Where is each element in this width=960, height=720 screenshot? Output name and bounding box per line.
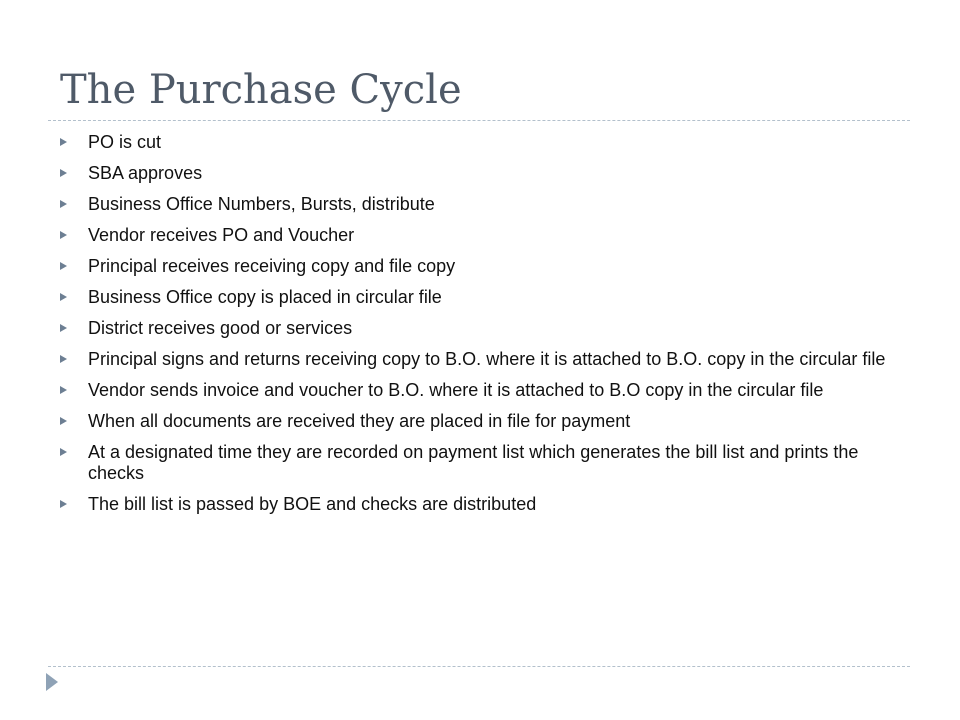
bullet-item [58, 318, 908, 339]
triangle-right-icon [60, 138, 67, 146]
bullet-item [58, 194, 908, 215]
slide-title: The Purchase Cycle [60, 67, 462, 113]
bullet-text: At a designated time they are recorded on payment list which generates the bill list and prints the checks [88, 442, 859, 483]
bullet-item [58, 163, 908, 184]
triangle-right-icon [60, 231, 67, 239]
triangle-right-icon [60, 355, 67, 363]
bullet-text: Vendor receives PO and Voucher [88, 225, 355, 245]
bullet-item [58, 494, 908, 515]
bullet-text: Principal signs and returns receiving copy to B.O. where it is attached to B.O. copy in the circular file [88, 349, 886, 369]
bullet-text: Business Office Numbers, Bursts, distribute [88, 194, 435, 214]
bullet-item [58, 380, 908, 401]
triangle-right-icon [60, 200, 67, 208]
bullet-text: PO is cut [88, 132, 162, 152]
bullet-item [58, 411, 908, 432]
bullet-item [58, 349, 908, 370]
bullet-list [58, 132, 908, 525]
triangle-right-icon [60, 448, 67, 456]
bullet-item [58, 225, 908, 246]
slide-marker-icon [46, 673, 58, 691]
triangle-right-icon [60, 262, 67, 270]
bullet-item [58, 132, 908, 153]
bullet-text: When all documents are received they are placed in file for payment [88, 411, 631, 431]
triangle-right-icon [60, 417, 67, 425]
bullet-text: Vendor sends invoice and voucher to B.O. where it is attached to B.O copy in the circular file [88, 380, 824, 400]
triangle-right-icon [60, 324, 67, 332]
triangle-right-icon [60, 293, 67, 301]
bullet-item [58, 442, 908, 484]
triangle-right-icon [60, 500, 67, 508]
bullet-text: Business Office copy is placed in circular file [88, 287, 442, 307]
bullet-item [58, 287, 908, 308]
bullet-text: The bill list is passed by BOE and checks are distributed [88, 494, 537, 514]
bullet-text: District receives good or services [88, 318, 353, 338]
footer-divider [48, 666, 910, 667]
bullet-text: Principal receives receiving copy and file copy [88, 256, 456, 276]
bullet-item [58, 256, 908, 277]
bullet-text: SBA approves [88, 163, 203, 183]
triangle-right-icon [60, 386, 67, 394]
triangle-right-icon [60, 169, 67, 177]
title-divider [48, 120, 910, 121]
